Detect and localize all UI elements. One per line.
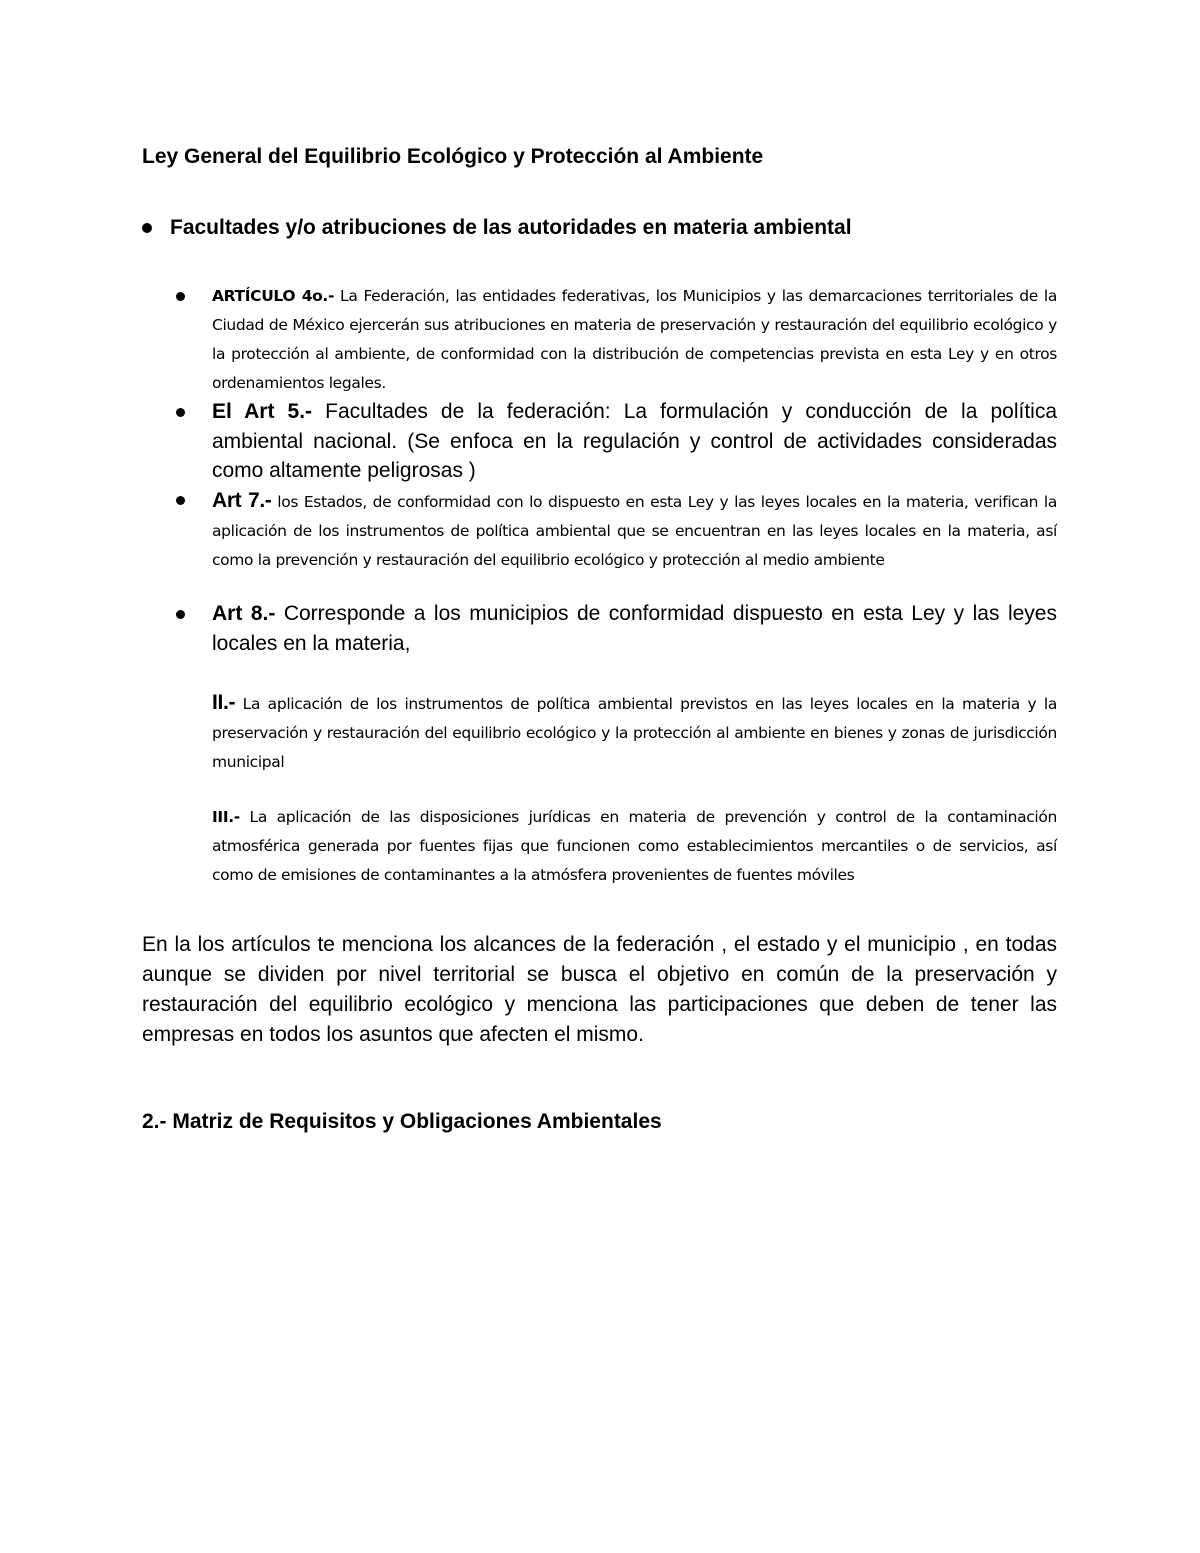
list-item-art4 [212, 282, 1057, 398]
bullet-icon [142, 223, 152, 233]
list-item-art5 [212, 397, 1057, 486]
article-text: Corresponde a los municipios de conformidad dispuesto en esta Ley y las leyes locales en la materia, [212, 602, 1057, 655]
summary-paragraph: En la los artículos te menciona los alcances de la federación , el estado y el municipio , en todas aunque se dividen por nivel territorial se busca el objetivo en común de la preservación y restauración del equilibrio ecológico y menciona las participaciones que deben de tener las empresas en todos los asuntos que afecten el mismo. [142, 933, 1057, 1046]
fraction-text: La aplicación de las disposiciones jurídicas en materia de prevención y control de la contaminación atmosférica generada por fuentes fijas que funcionen como establecimientos mercantiles o de servicios, así como de emisiones de contaminantes a la atmósfera provenientes de fuentes móviles [212, 808, 1057, 884]
article-text: Facultades de la federación: La formulación y conducción de la política ambiental nacional. (Se enfoca en la regulación y control de actividades consideradas como altamente peligrosas ) [212, 400, 1057, 482]
section-2-title: 2.- Matriz de Requisitos y Obligaciones Ambientales [142, 1110, 662, 1133]
article-label: El Art 5.- [212, 400, 313, 423]
bullet-icon [176, 408, 185, 417]
bullet-icon [176, 496, 185, 505]
bullet-icon [176, 292, 185, 301]
bullet-icon [176, 610, 185, 619]
section-heading-text: Facultades y/o atribuciones de las autoridades en materia ambiental [170, 216, 852, 239]
article-label: ARTÍCULO 4o.- [212, 287, 335, 305]
list-item-art7 [212, 486, 1057, 575]
article-text: La Federación, las entidades federativas, los Municipios y las demarcaciones territoriales de la Ciudad de México ejercerán sus atribuciones en materia de preservación y restauración del equilibrio ecológico y la protección al ambiente, de conformidad con la distribución de competencias prevista en esta Ley y en otros ordenamientos legales. [212, 287, 1057, 392]
list-item-art8 [212, 599, 1057, 658]
document-title: Ley General del Equilibrio Ecológico y Protección al Ambiente [142, 145, 764, 168]
sub-item-ii [212, 688, 1057, 777]
article-text: los Estados, de conformidad con lo dispuesto en esta Ley y las leyes locales en la materia, verifican la aplicación de los instrumentos de política ambiental que se encuentran en las leyes locales en la materia, así como la prevención y restauración del equilibrio ecológico y protección al medio ambiente [212, 493, 1057, 569]
sub-item-iii [212, 803, 1057, 890]
fraction-text: La aplicación de los instrumentos de política ambiental previstos en las leyes locales en la materia y la preservación y restauración del equilibrio ecológico y la protección al ambiente en bienes y zonas de jurisdicción municipal [212, 695, 1057, 771]
article-label: Art 7.- [212, 489, 272, 512]
fraction-label: II.- [212, 691, 236, 714]
article-label: Art 8.- [212, 602, 276, 625]
fraction-label: III.- [212, 808, 240, 826]
